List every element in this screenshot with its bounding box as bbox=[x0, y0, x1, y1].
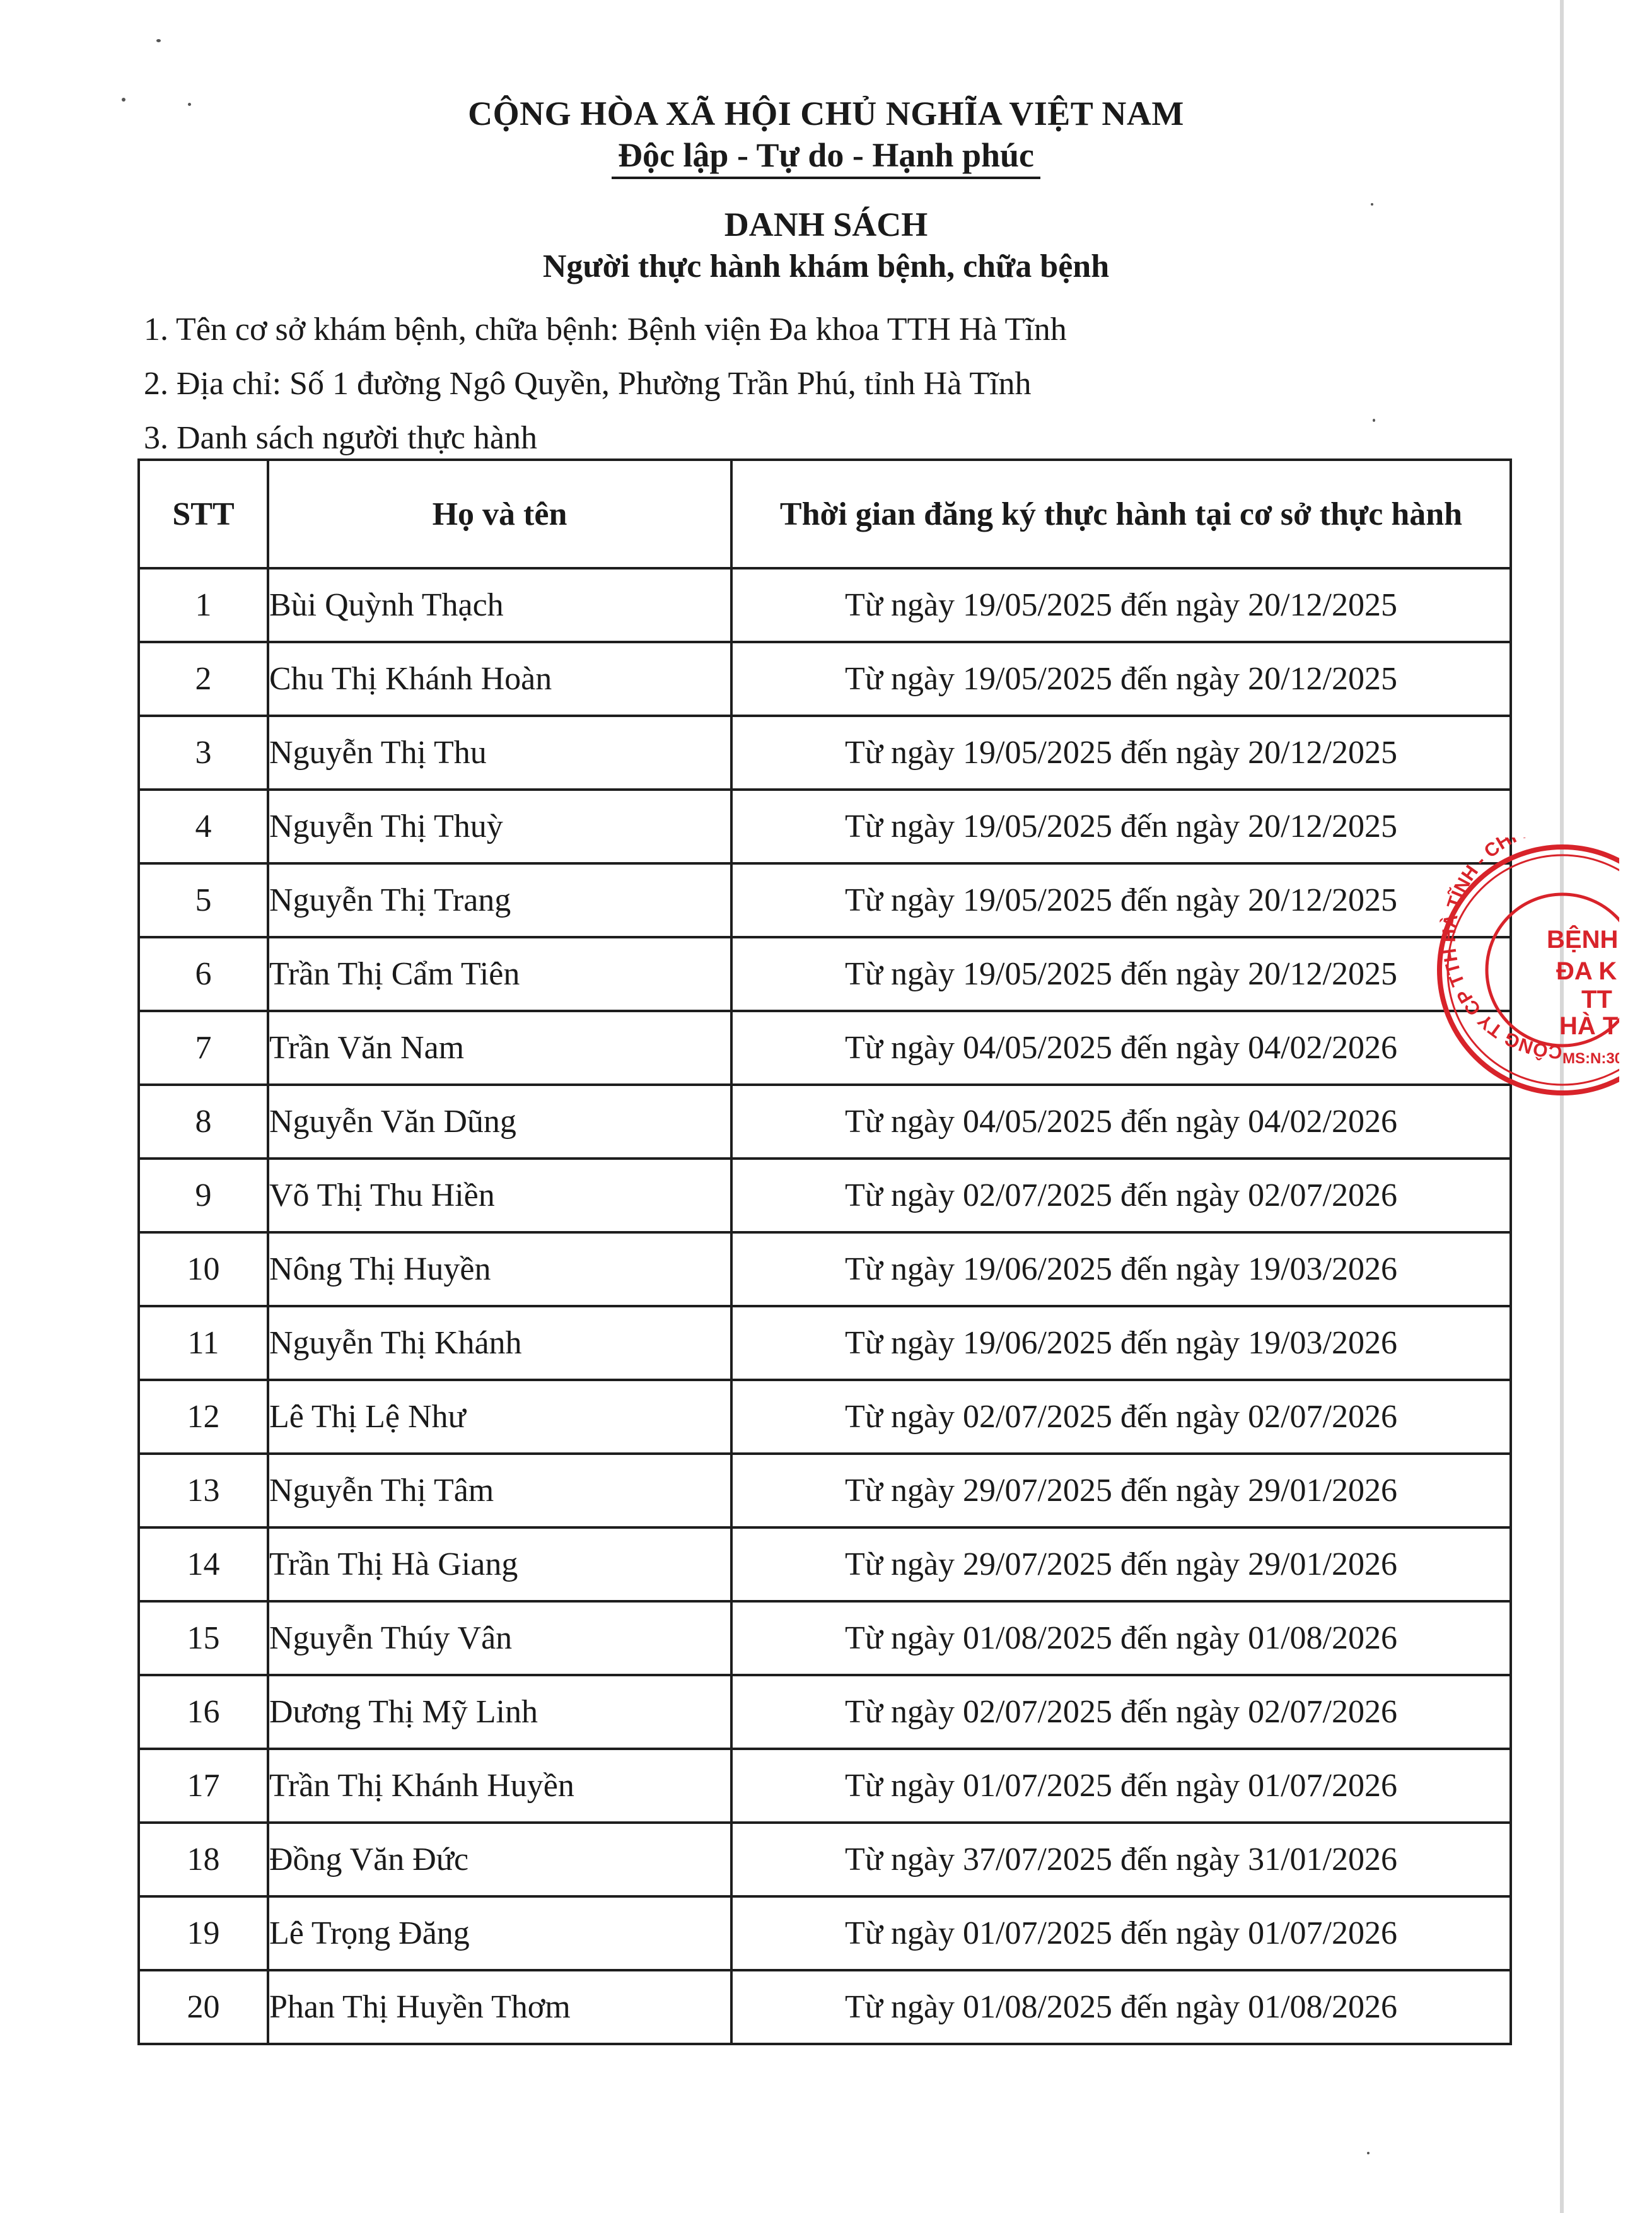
row-number: 20 bbox=[139, 1970, 268, 2044]
row-number: 12 bbox=[139, 1380, 268, 1454]
practitioner-name: Nguyễn Thị Thu bbox=[268, 716, 731, 790]
scan-speck bbox=[1373, 419, 1375, 422]
table-row bbox=[139, 1232, 1511, 1306]
row-number: 6 bbox=[139, 937, 268, 1011]
practitioner-name: Nguyễn Thị Tâm bbox=[268, 1454, 731, 1527]
table-row bbox=[139, 568, 1511, 642]
table-row bbox=[139, 1085, 1511, 1159]
practice-period: Từ ngày 29/07/2025 đến ngày 29/01/2026 bbox=[731, 1527, 1511, 1601]
row-number: 13 bbox=[139, 1454, 268, 1527]
practice-period: Từ ngày 01/08/2025 đến ngày 01/08/2026 bbox=[731, 1970, 1511, 2044]
table-row bbox=[139, 937, 1511, 1011]
seal-stamp-icon bbox=[1430, 838, 1619, 1102]
practice-period: Từ ngày 19/06/2025 đến ngày 19/03/2026 bbox=[731, 1306, 1511, 1380]
practitioner-name: Nguyễn Thị Trang bbox=[268, 863, 731, 937]
table-row bbox=[139, 1675, 1511, 1749]
table-row bbox=[139, 1970, 1511, 2044]
column-header-period: Thời gian đăng ký thực hành tại cơ sở thực hành bbox=[731, 460, 1511, 568]
practitioner-name: Dương Thị Mỹ Linh bbox=[268, 1675, 731, 1749]
practitioner-name: Phan Thị Huyền Thơm bbox=[268, 1970, 731, 2044]
facility-name: 1. Tên cơ sở khám bệnh, chữa bệnh: Bệnh viện Đa khoa TTH Hà Tĩnh bbox=[144, 312, 1067, 347]
row-number: 1 bbox=[139, 568, 268, 642]
practitioner-name: Bùi Quỳnh Thạch bbox=[268, 568, 731, 642]
practitioner-name: Nông Thị Huyền bbox=[268, 1232, 731, 1306]
official-seal bbox=[1430, 838, 1619, 1102]
national-header bbox=[0, 93, 1652, 179]
row-number: 7 bbox=[139, 1011, 268, 1085]
practice-period: Từ ngày 04/05/2025 đến ngày 04/02/2026 bbox=[731, 1085, 1511, 1159]
seal-inner-line: ĐA K bbox=[1556, 957, 1617, 985]
row-number: 19 bbox=[139, 1896, 268, 1970]
practice-period: Từ ngày 37/07/2025 đến ngày 31/01/2026 bbox=[731, 1823, 1511, 1896]
table-row bbox=[139, 1454, 1511, 1527]
row-number: 10 bbox=[139, 1232, 268, 1306]
table-row bbox=[139, 1896, 1511, 1970]
facility-info bbox=[144, 308, 1067, 470]
practitioner-name: Lê Trọng Đăng bbox=[268, 1896, 731, 1970]
scan-speck bbox=[1367, 2152, 1370, 2154]
practice-period: Từ ngày 02/07/2025 đến ngày 02/07/2026 bbox=[731, 1675, 1511, 1749]
practitioner-name: Nguyễn Thị Khánh bbox=[268, 1306, 731, 1380]
practice-period: Từ ngày 19/05/2025 đến ngày 20/12/2025 bbox=[731, 937, 1511, 1011]
row-number: 16 bbox=[139, 1675, 268, 1749]
table-row bbox=[139, 1601, 1511, 1675]
row-number: 17 bbox=[139, 1749, 268, 1823]
practice-period: Từ ngày 29/07/2025 đến ngày 29/01/2026 bbox=[731, 1454, 1511, 1527]
table-row bbox=[139, 1749, 1511, 1823]
practice-period: Từ ngày 19/05/2025 đến ngày 20/12/2025 bbox=[731, 863, 1511, 937]
practice-period: Từ ngày 19/05/2025 đến ngày 20/12/2025 bbox=[731, 642, 1511, 716]
practice-period: Từ ngày 01/07/2025 đến ngày 01/07/2026 bbox=[731, 1749, 1511, 1823]
seal-inner-line: HÀ T bbox=[1559, 1012, 1619, 1040]
row-number: 2 bbox=[139, 642, 268, 716]
row-number: 3 bbox=[139, 716, 268, 790]
practice-period: Từ ngày 19/05/2025 đến ngày 20/12/2025 bbox=[731, 568, 1511, 642]
document-subtitle: Người thực hành khám bệnh, chữa bệnh bbox=[542, 248, 1110, 284]
table-row bbox=[139, 716, 1511, 790]
row-number: 4 bbox=[139, 790, 268, 863]
practitioner-table bbox=[137, 458, 1512, 2045]
practice-period: Từ ngày 04/05/2025 đến ngày 04/02/2026 bbox=[731, 1011, 1511, 1085]
practitioner-name: Lê Thị Lệ Như bbox=[268, 1380, 731, 1454]
list-heading: 3. Danh sách người thực hành bbox=[144, 420, 537, 456]
document-title: DANH SÁCH bbox=[724, 206, 928, 243]
practitioner-name: Trần Thị Hà Giang bbox=[268, 1527, 731, 1601]
row-number: 9 bbox=[139, 1159, 268, 1232]
practice-period: Từ ngày 19/05/2025 đến ngày 20/12/2025 bbox=[731, 716, 1511, 790]
practice-period: Từ ngày 01/07/2025 đến ngày 01/07/2026 bbox=[731, 1896, 1511, 1970]
seal-inner-line: BỆNH bbox=[1547, 926, 1619, 954]
practitioner-name: Nguyễn Thúy Vân bbox=[268, 1601, 731, 1675]
practitioner-name: Trần Văn Nam bbox=[268, 1011, 731, 1085]
scan-speck bbox=[156, 39, 161, 42]
national-motto: Độc lập - Tự do - Hạnh phúc bbox=[612, 135, 1040, 179]
practice-period: Từ ngày 19/06/2025 đến ngày 19/03/2026 bbox=[731, 1232, 1511, 1306]
table-row bbox=[139, 1011, 1511, 1085]
column-header-name: Họ và tên bbox=[268, 460, 731, 568]
seal-ring-text: CÔNG TY CP TTH HÀ TĨNH - CH bbox=[1438, 838, 1563, 1063]
seal-code: MS:N:30 bbox=[1562, 1050, 1619, 1067]
table-row bbox=[139, 642, 1511, 716]
nation-name: CỘNG HÒA XÃ HỘI CHỦ NGHĨA VIỆT NAM bbox=[468, 95, 1184, 132]
table-row bbox=[139, 1527, 1511, 1601]
table-row bbox=[139, 1306, 1511, 1380]
practitioner-name: Nguyễn Văn Dũng bbox=[268, 1085, 731, 1159]
table-header-row bbox=[139, 460, 1511, 568]
table-row bbox=[139, 790, 1511, 863]
table-row bbox=[139, 1159, 1511, 1232]
practitioner-name: Trần Thị Khánh Huyền bbox=[268, 1749, 731, 1823]
practice-period: Từ ngày 02/07/2025 đến ngày 02/07/2026 bbox=[731, 1159, 1511, 1232]
practitioner-name: Võ Thị Thu Hiền bbox=[268, 1159, 731, 1232]
table-row bbox=[139, 863, 1511, 937]
practice-period: Từ ngày 01/08/2025 đến ngày 01/08/2026 bbox=[731, 1601, 1511, 1675]
row-number: 11 bbox=[139, 1306, 268, 1380]
row-number: 18 bbox=[139, 1823, 268, 1896]
practice-period: Từ ngày 19/05/2025 đến ngày 20/12/2025 bbox=[731, 790, 1511, 863]
practitioner-name: Trần Thị Cẩm Tiên bbox=[268, 937, 731, 1011]
row-number: 14 bbox=[139, 1527, 268, 1601]
practitioner-name: Nguyễn Thị Thuỳ bbox=[268, 790, 731, 863]
practitioner-name: Chu Thị Khánh Hoàn bbox=[268, 642, 731, 716]
table-row bbox=[139, 1380, 1511, 1454]
practitioner-name: Đồng Văn Đức bbox=[268, 1823, 731, 1896]
scan-edge bbox=[1560, 0, 1564, 2213]
seal-inner-line: TT bbox=[1581, 986, 1612, 1013]
practice-period: Từ ngày 02/07/2025 đến ngày 02/07/2026 bbox=[731, 1380, 1511, 1454]
facility-address: 2. Địa chỉ: Số 1 đường Ngô Quyền, Phường Trần Phú, tỉnh Hà Tĩnh bbox=[144, 366, 1032, 402]
table-row bbox=[139, 1823, 1511, 1896]
row-number: 15 bbox=[139, 1601, 268, 1675]
row-number: 8 bbox=[139, 1085, 268, 1159]
row-number: 5 bbox=[139, 863, 268, 937]
column-header-stt: STT bbox=[139, 460, 268, 568]
document-title-block bbox=[0, 203, 1652, 288]
